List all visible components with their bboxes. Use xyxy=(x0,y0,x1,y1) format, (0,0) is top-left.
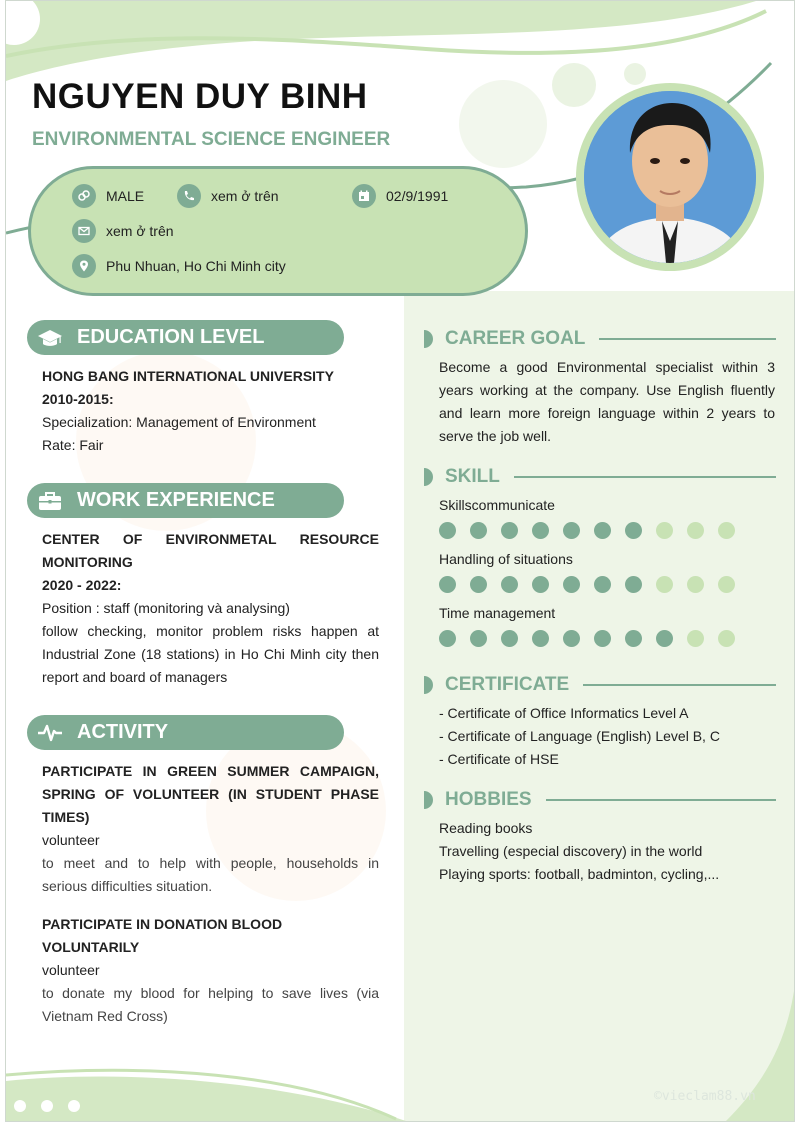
education-rate: Rate: Fair xyxy=(42,437,104,453)
half-circle-marker xyxy=(424,468,433,486)
skill-dot-filled xyxy=(594,522,611,539)
certificate-list xyxy=(439,702,775,771)
contact-address xyxy=(72,254,286,278)
certificate-item: - Certificate of Office Informatics Level A xyxy=(439,705,689,721)
skill-dot-filled xyxy=(594,630,611,647)
skill-heading: SKILL xyxy=(445,466,500,487)
skill-dot-filled xyxy=(625,522,642,539)
heading-rule xyxy=(514,476,776,478)
skill-dot-filled xyxy=(563,630,580,647)
activity-title: PARTICIPATE IN DONATION BLOOD VOLUNTARILY xyxy=(42,916,283,955)
skill-dot-filled xyxy=(532,576,549,593)
skill-dot-filled xyxy=(594,576,611,593)
education-heading: EDUCATION LEVEL xyxy=(77,326,265,348)
skill-dot-filled xyxy=(625,576,642,593)
profile-photo xyxy=(584,91,756,263)
certificate-item: - Certificate of HSE xyxy=(439,751,559,767)
skill-dot-empty xyxy=(687,522,704,539)
address-value: Phu Nhuan, Ho Chi Minh city xyxy=(106,258,286,274)
hobbies-heading-row xyxy=(424,787,776,813)
watermark: ©vieclam88.vn xyxy=(654,1089,756,1104)
skill-rating xyxy=(439,522,749,539)
activity-description: to donate my blood for helping to save lives (via Vietnam Red Cross) xyxy=(42,985,379,1024)
skill-rating xyxy=(439,576,749,593)
activity-heading-bar xyxy=(27,715,344,750)
skill-dot-filled xyxy=(470,630,487,647)
education-heading-bar xyxy=(27,320,344,355)
phone-value: xem ở trên xyxy=(211,188,279,204)
certificate-heading: CERTIFICATE xyxy=(445,674,570,695)
skill-dot-filled xyxy=(501,576,518,593)
skill-dot-filled xyxy=(501,630,518,647)
skill-dot-filled xyxy=(563,576,580,593)
gender-value: MALE xyxy=(106,188,145,204)
education-content xyxy=(42,365,379,457)
activity-title: PARTICIPATE IN GREEN SUMMER CAMPAIGN, SPRING OF VOLUNTEER (IN STUDENT PHASE TIMES) xyxy=(42,763,379,825)
career-goal-heading: CAREER GOAL xyxy=(445,328,586,349)
education-specialization: Specialization: Management of Environment xyxy=(42,414,316,430)
skill-heading-row xyxy=(424,464,776,490)
activity-item xyxy=(42,913,379,1028)
certificate-heading-row xyxy=(424,672,776,698)
hobby-item: Playing sports: football, badminton, cycling,... xyxy=(439,866,720,882)
skill-dot-empty xyxy=(656,576,673,593)
gender-icon xyxy=(72,184,96,208)
hobby-item: Reading books xyxy=(439,820,533,836)
work-heading-bar xyxy=(27,483,344,518)
career-goal-heading-row xyxy=(424,326,776,352)
skill-dot-filled xyxy=(439,630,456,647)
half-circle-marker xyxy=(424,676,433,694)
phone-icon xyxy=(177,184,201,208)
skill-dot-filled xyxy=(439,522,456,539)
skill-dot-empty xyxy=(656,522,673,539)
skill-dot-filled xyxy=(470,576,487,593)
work-heading: WORK EXPERIENCE xyxy=(77,489,275,511)
hobby-item: Travelling (especial discovery) in the world xyxy=(439,843,703,859)
contact-phone xyxy=(177,184,279,208)
briefcase-icon xyxy=(35,491,65,511)
skill-dot-filled xyxy=(563,522,580,539)
skill-dot-empty xyxy=(687,576,704,593)
activity-description: to meet and to help with people, households in serious difficulties situation. xyxy=(42,855,379,894)
activity-heading: ACTIVITY xyxy=(77,721,169,743)
activity-item xyxy=(42,760,379,898)
birthday-value: 02/9/1991 xyxy=(386,188,449,204)
half-circle-marker xyxy=(424,791,433,809)
work-period: 2020 - 2022: xyxy=(42,577,122,593)
skill-dot-empty xyxy=(718,522,735,539)
skill-dot-filled xyxy=(656,630,673,647)
location-pin-icon xyxy=(72,254,96,278)
skill-dot-filled xyxy=(625,630,642,647)
education-period: 2010-2015: xyxy=(42,391,114,407)
heading-rule xyxy=(583,684,776,686)
work-description: follow checking, monitor problem risks happen at Industrial Zone (18 stations) in Ho Chi Minh city then report and board of managers xyxy=(42,623,379,685)
calendar-icon xyxy=(352,184,376,208)
contact-birthday xyxy=(352,184,448,208)
activity-role: volunteer xyxy=(42,832,100,848)
career-goal-text: Become a good Environmental specialist within 3 years working at the company. Use English fluently and learn more foreign language within 2 years to serve the job well. xyxy=(439,359,775,444)
skill-rating xyxy=(439,630,749,647)
skill-dot-filled xyxy=(532,522,549,539)
skill-name: Skillscommunicate xyxy=(439,497,555,513)
contact-email xyxy=(72,219,174,243)
pulse-icon xyxy=(35,723,65,743)
contact-gender xyxy=(72,184,144,208)
skill-dot-empty xyxy=(718,576,735,593)
job-title: ENVIRONMENTAL SCIENCE ENGINEER xyxy=(32,129,391,150)
skill-name: Time management xyxy=(439,605,556,621)
cv-page xyxy=(5,0,795,1122)
hobbies-list xyxy=(439,817,775,886)
email-value: xem ở trên xyxy=(106,223,174,239)
skill-dot-filled xyxy=(470,522,487,539)
graduation-cap-icon xyxy=(35,328,65,348)
work-company: CENTER OF ENVIRONMETAL RESOURCE MONITORING xyxy=(42,531,379,570)
skill-dot-empty xyxy=(718,630,735,647)
certificate-item: - Certificate of Language (English) Level B, C xyxy=(439,728,720,744)
work-content xyxy=(42,528,379,689)
skill-dot-filled xyxy=(501,522,518,539)
heading-rule xyxy=(546,799,776,801)
skill-dot-empty xyxy=(687,630,704,647)
education-school: HONG BANG INTERNATIONAL UNIVERSITY xyxy=(42,368,334,384)
skill-name: Handling of situations xyxy=(439,551,573,567)
hobbies-heading: HOBBIES xyxy=(445,789,532,810)
heading-rule xyxy=(599,338,776,340)
mail-icon xyxy=(72,219,96,243)
work-position: Position : staff (monitoring và analysing) xyxy=(42,600,290,616)
candidate-name: NGUYEN DUY BINH xyxy=(32,77,368,116)
skill-dot-filled xyxy=(439,576,456,593)
contact-panel xyxy=(28,166,528,296)
skill-dot-filled xyxy=(532,630,549,647)
half-circle-marker xyxy=(424,330,433,348)
activity-role: volunteer xyxy=(42,962,100,978)
